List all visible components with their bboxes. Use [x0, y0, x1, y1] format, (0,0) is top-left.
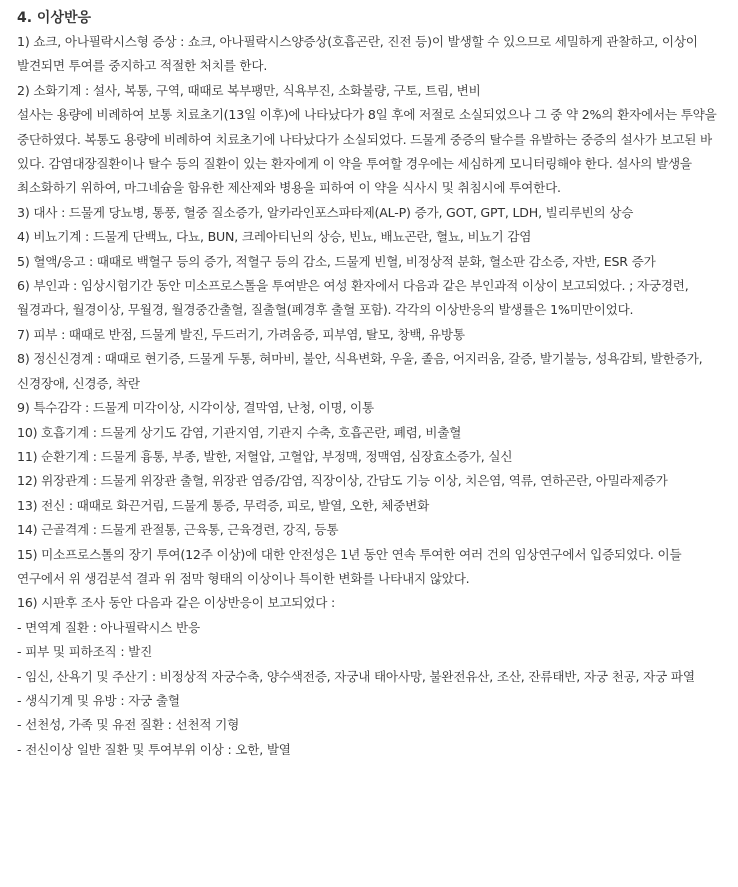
paragraph-urinary: 4) 비뇨기계 : 드물게 단백뇨, 다뇨, BUN, 크레아티닌의 상승, 빈뇨, 배뇨곤란, 혈뇨, 비뇨기 감염	[17, 229, 532, 245]
paragraph-metabolism: 3) 대사 : 드물게 당뇨병, 통풍, 혈중 질소증가, 알카라인포스파타제(AL-P) 증가, GOT, GPT, LDH, 빌리루빈의 상승	[17, 204, 634, 220]
list-item-immune: - 면역계 질환 : 아나필락시스 반응	[17, 619, 200, 635]
paragraph-skin: 7) 피부 : 때때로 반점, 드물게 발진, 두드러기, 가려움증, 피부염, 탈모, 창백, 유방통	[17, 326, 465, 342]
list-item-congenital: - 선천성, 가족 및 유전 질환 : 선천적 기형	[17, 717, 240, 733]
paragraph-diarrhea: 설사는 용량에 비례하여 보통 치료초기(13일 이후)에 나타났다가 8일 후에 저절로 소실되었으나 그 중 약 2%의 환자에서는 투약을 중단하였다. 복통도 용량에 비례하여 치료초기에 나타났다가 소실되었다. 드물게 중증의 탈수를 유발하는 중증의 설사가 보고된 바 있다. 감염대장질환이나 탈수 등의 질환이 있는 환자에게 이 약을 투여할 경우에는 세심하게 모니터링해야 한다. 설사의 발생을 최소화하기 위하여, 마그네슘을 함유한 제산제와 병용을 피하여 이 약을 식사시 및 취침시에 투여한다.	[17, 107, 717, 196]
paragraph-musculoskeletal: 14) 근골격계 : 드물게 관절통, 근육통, 근육경련, 강직, 등통	[17, 522, 339, 538]
paragraph-respiratory: 10) 호흡기계 : 드물게 상기도 감염, 기관지염, 기관지 수축, 호흡곤란, 폐렴, 비출혈	[17, 424, 462, 440]
list-item-skin: - 피부 및 피하조직 : 발진	[17, 644, 153, 660]
paragraph-special-senses: 9) 특수감각 : 드물게 미각이상, 시각이상, 결막염, 난청, 이명, 이통	[17, 400, 374, 416]
paragraph-general: 13) 전신 : 때때로 화끈거림, 드물게 통증, 무력증, 피로, 발열, 오한, 체중변화	[17, 497, 430, 513]
paragraph-neuro: 8) 정신신경계 : 때때로 현기증, 드물게 두통, 혀마비, 불안, 식욕변화, 우울, 졸음, 어지러움, 갈증, 발기불능, 성욕감퇴, 발한증가, 신경장애, 신경증, 착란	[17, 351, 703, 391]
paragraph-blood: 5) 혈액/응고 : 때때로 백혈구 등의 증가, 적혈구 등의 감소, 드물게 빈혈, 비정상적 분화, 혈소판 감소증, 자반, ESR 증가	[17, 253, 656, 269]
paragraph-postmarketing-intro: 16) 시판후 조사 동안 다음과 같은 이상반응이 보고되었다 :	[17, 595, 336, 611]
list-item-reproductive: - 생식기계 및 유방 : 자궁 출혈	[17, 692, 180, 708]
paragraph-long-term-safety: 15) 미소프로스톨의 장기 투여(12주 이상)에 대한 안전성은 1년 동안 연속 투여한 여러 건의 임상연구에서 입증되었다. 이들 연구에서 위 생검분석 결과 위 점막 형태의 이상이나 특이한 변화를 나타내지 않았다.	[17, 546, 682, 586]
paragraph-gastrointestinal: 12) 위장관계 : 드물게 위장관 출혈, 위장관 염증/감염, 직장이상, 간담도 기능 이상, 치은염, 역류, 연하곤란, 아밀라제증가	[17, 473, 668, 489]
list-item-general-disorders: - 전신이상 일반 질환 및 투여부위 이상 : 오한, 발열	[17, 741, 291, 757]
section-title: 4. 이상반응	[17, 10, 92, 26]
paragraph-shock: 1) 쇼크, 아나필락시스형 증상 : 쇼크, 아나필락시스양증상(호흡곤란, 진전 등)이 발생할 수 있으므로 세밀하게 관찰하고, 이상이 발견되면 투여를 중지하고 적절한 처치를 한다.	[17, 34, 698, 74]
list-item-pregnancy: - 임신, 산욕기 및 주산기 : 비정상적 자궁수축, 양수색전증, 자궁내 태아사망, 불완전유산, 조산, 잔류태반, 자궁 천공, 자궁 파열	[17, 668, 695, 684]
paragraph-gynecology: 6) 부인과 : 임상시험기간 동안 미소프로스톨을 투여받은 여성 환자에서 다음과 같은 부인과적 이상이 보고되었다. ; 자궁경련, 월경과다, 월경이상, 무월경, 월경중간출혈, 질출혈(폐경후 출혈 포함). 각각의 이상반응의 발생률은 1%미만이었다.	[17, 278, 689, 318]
paragraph-circulatory: 11) 순환기계 : 드물게 흉통, 부종, 발한, 저혈압, 고혈압, 부정맥, 정맥염, 심장효소증가, 실신	[17, 448, 513, 464]
paragraph-digestive: 2) 소화기계 : 설사, 복통, 구역, 때때로 복부팽만, 식욕부진, 소화불량, 구토, 트림, 변비	[17, 82, 481, 98]
